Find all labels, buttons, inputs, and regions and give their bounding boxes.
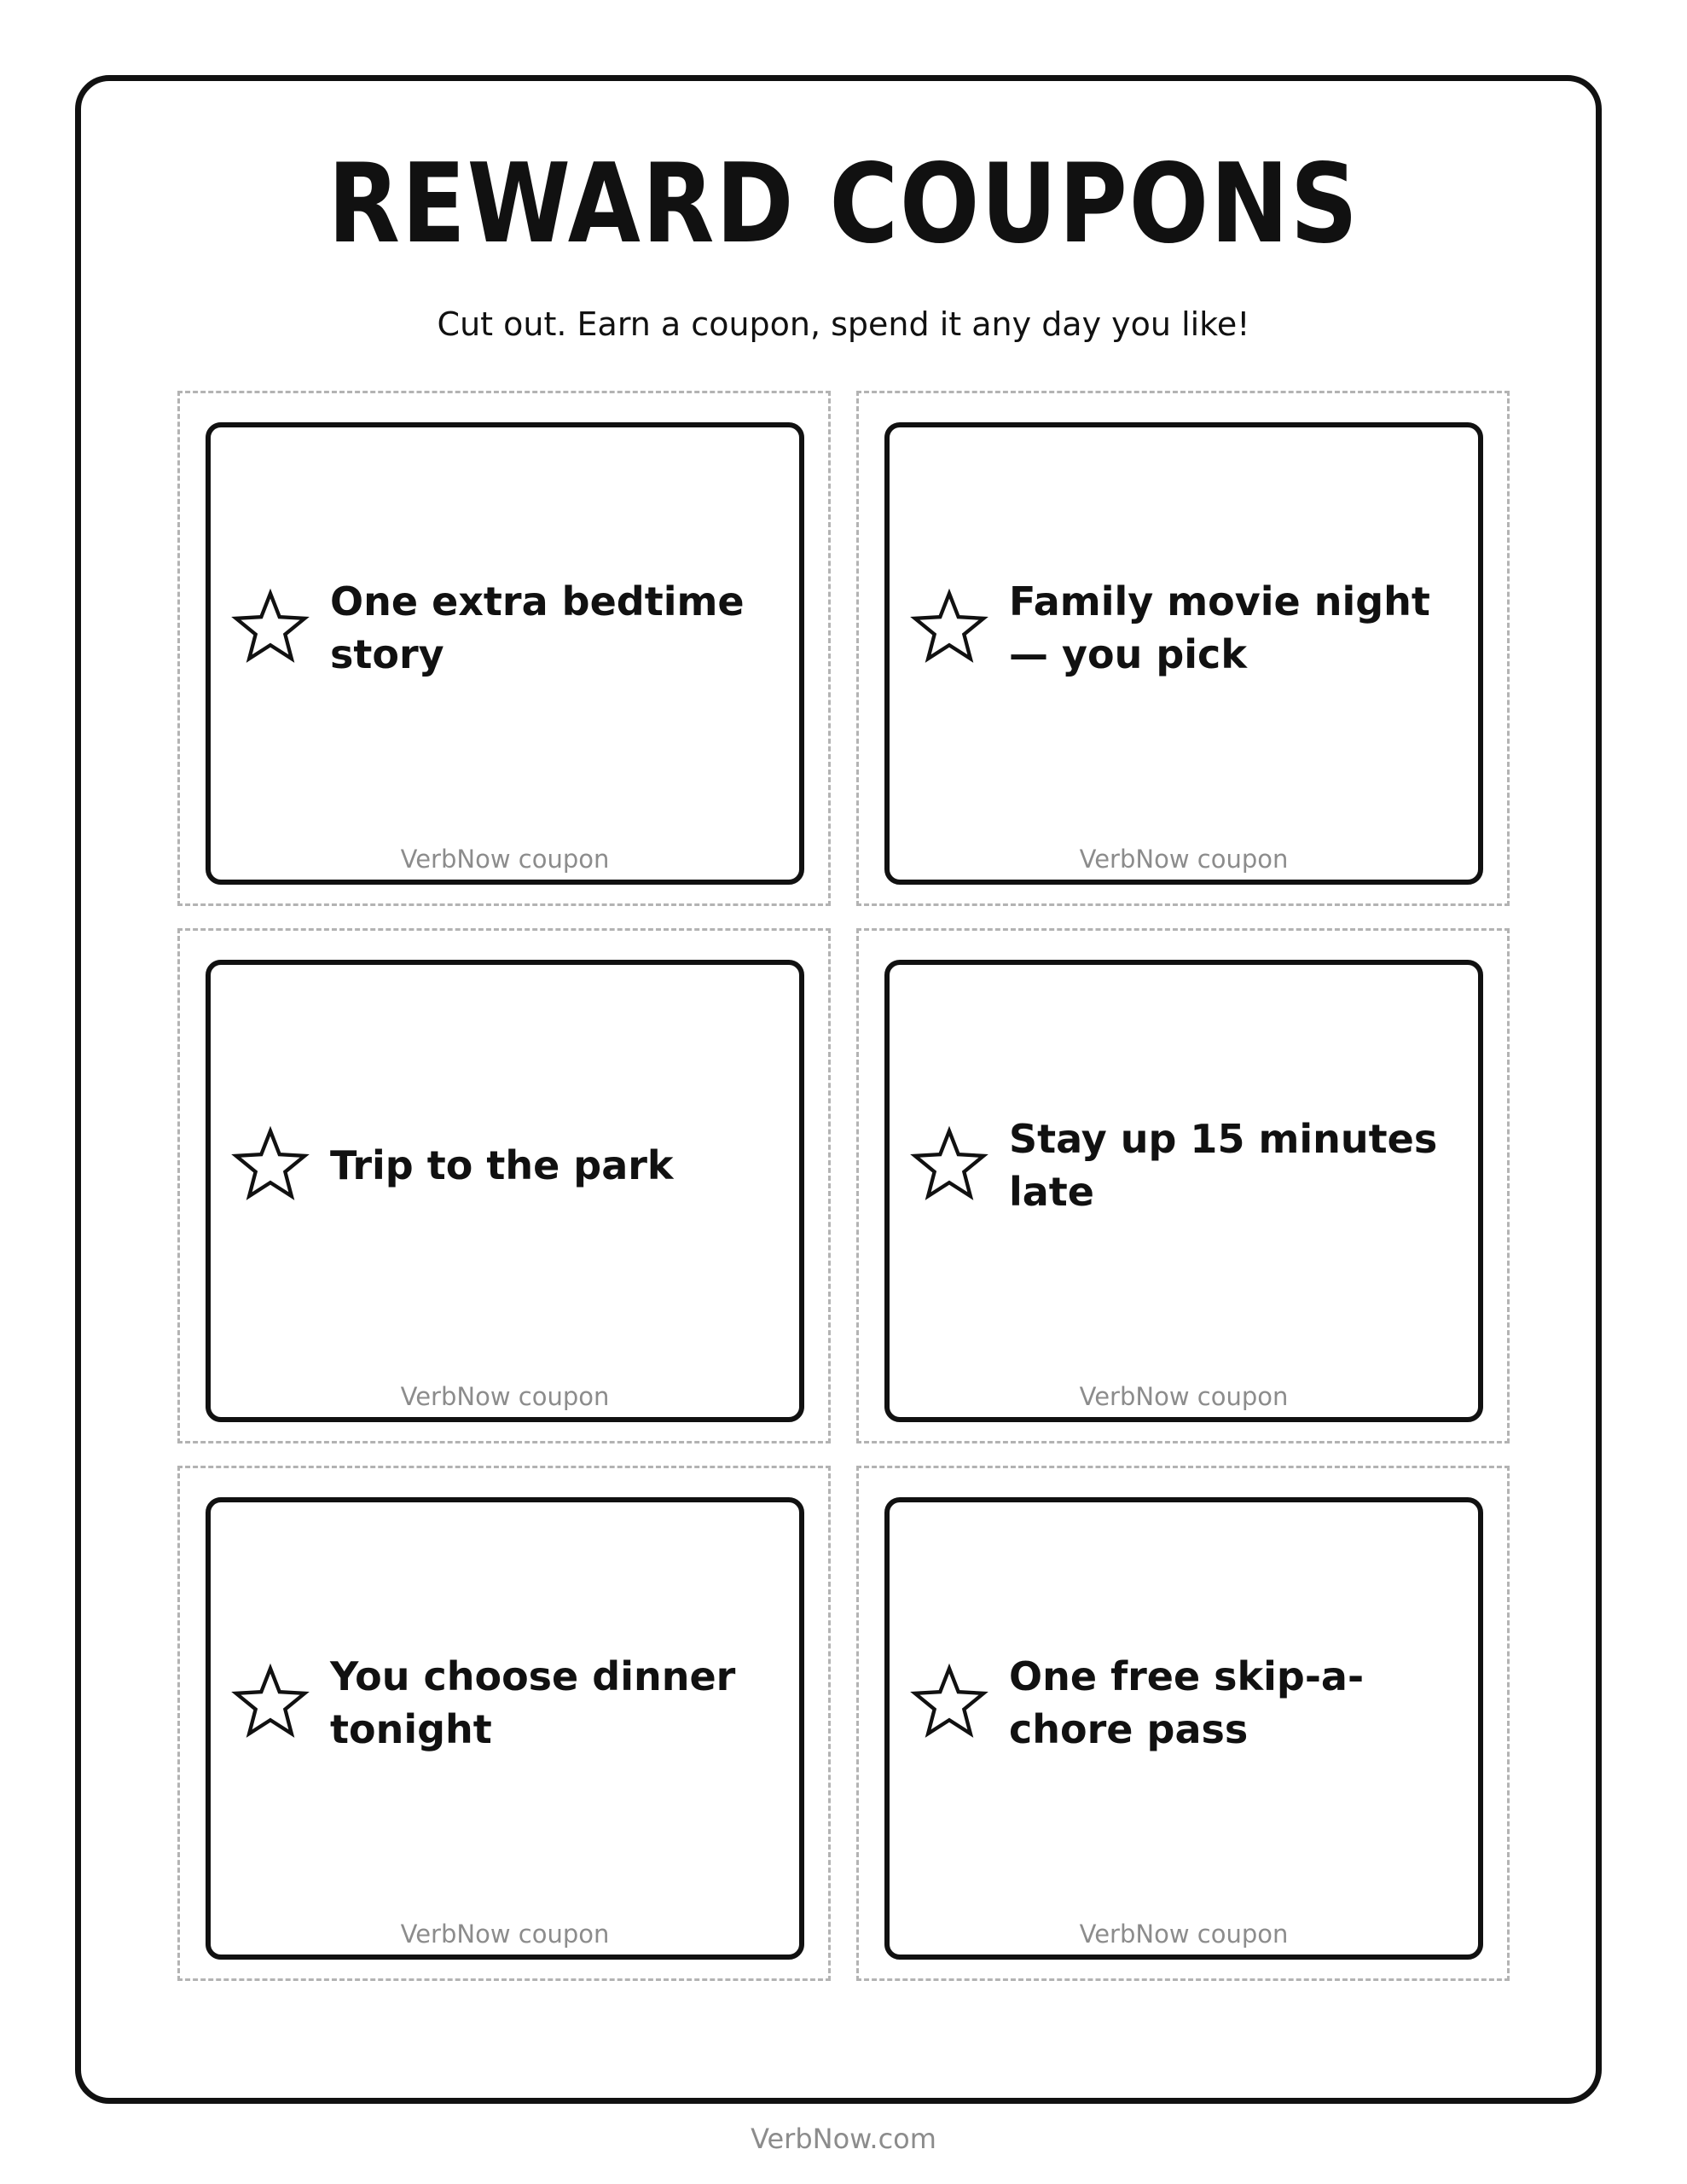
star-icon-shape — [908, 1662, 990, 1744]
star-icon — [229, 587, 311, 669]
coupon-footer: VerbNow coupon — [400, 1920, 610, 1949]
coupon-card-6 — [884, 1497, 1483, 1960]
coupon-footer: VerbNow coupon — [1079, 1920, 1289, 1949]
coupon-footer: VerbNow coupon — [400, 1382, 610, 1411]
star-icon — [908, 1124, 990, 1206]
star-icon-shape — [908, 1124, 990, 1206]
coupon-text: Stay up 15 minutes late — [1009, 1116, 1438, 1215]
coupon-card-1 — [206, 422, 804, 885]
coupon-grid — [177, 391, 1510, 1981]
star-icon-shape — [229, 1124, 311, 1206]
star-icon — [908, 587, 990, 669]
star-outline — [915, 594, 983, 659]
coupon-cut-area-1 — [177, 391, 831, 906]
coupon-text: Trip to the park — [330, 1142, 674, 1188]
star-outline — [236, 1669, 304, 1734]
star-outline — [236, 594, 304, 659]
coupon-body — [908, 1502, 1452, 1903]
coupon-body — [229, 427, 774, 828]
coupon-cut-area-4 — [856, 928, 1510, 1443]
star-outline — [236, 1131, 304, 1196]
coupon-cut-area-3 — [177, 928, 831, 1443]
coupon-footer: VerbNow coupon — [1079, 1382, 1289, 1411]
coupon-text: Family movie night — you pick — [1009, 578, 1430, 677]
coupon-cut-area-2 — [856, 391, 1510, 906]
coupon-text: One free skip-a-chore pass — [1009, 1653, 1365, 1752]
coupon-card-4 — [884, 960, 1483, 1422]
coupon-body — [229, 1502, 774, 1903]
star-outline — [915, 1131, 983, 1196]
coupon-text: You choose dinner tonight — [330, 1653, 736, 1752]
star-icon — [229, 1662, 311, 1744]
coupon-cut-area-6 — [856, 1466, 1510, 1981]
coupon-text: One extra bedtime story — [330, 578, 745, 677]
star-outline — [915, 1669, 983, 1734]
coupon-footer: VerbNow coupon — [1079, 845, 1289, 874]
coupon-card-3 — [206, 960, 804, 1422]
coupon-card-2 — [884, 422, 1483, 885]
coupon-cut-area-5 — [177, 1466, 831, 1981]
coupon-body — [229, 965, 774, 1366]
page-title: REWARD COUPONS — [328, 141, 1359, 268]
star-icon-shape — [908, 587, 990, 669]
star-icon-shape — [229, 587, 311, 669]
site-footer: VerbNow.com — [751, 2123, 936, 2155]
coupon-card-5 — [206, 1497, 804, 1960]
star-icon-shape — [229, 1662, 311, 1744]
star-icon — [229, 1124, 311, 1206]
coupon-footer: VerbNow coupon — [400, 845, 610, 874]
star-icon — [908, 1662, 990, 1744]
coupon-body — [908, 427, 1452, 828]
coupon-body — [908, 965, 1452, 1366]
page-subtitle: Cut out. Earn a coupon, spend it any day you like! — [437, 305, 1250, 343]
